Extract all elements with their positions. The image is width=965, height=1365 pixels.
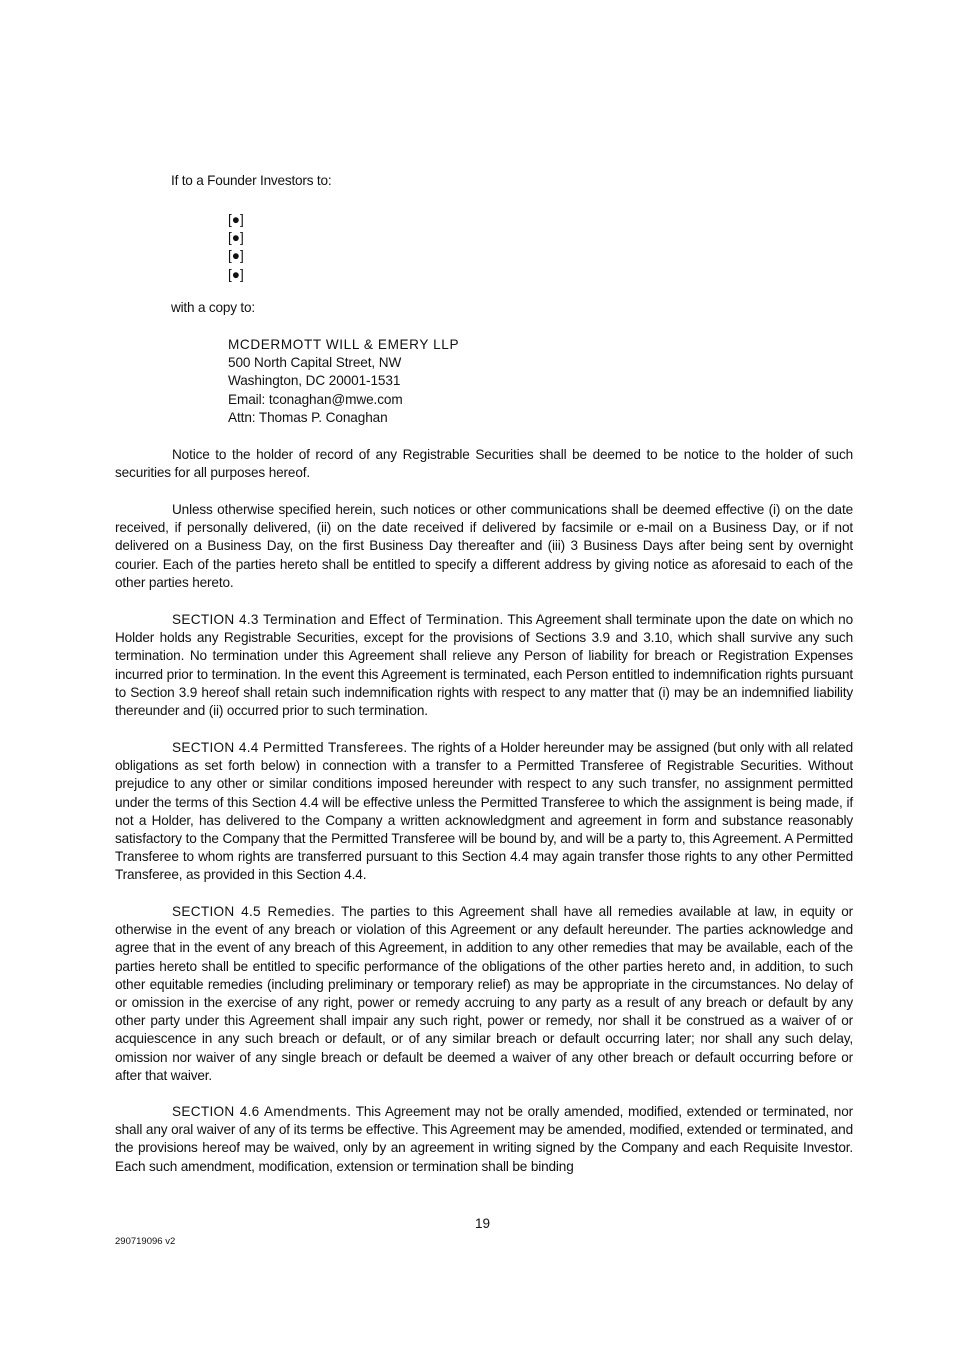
- address-street: 500 North Capital Street, NW: [228, 355, 402, 371]
- section-4-6: [115, 1103, 853, 1176]
- placeholder-line: [●]: [228, 230, 244, 246]
- section-4-5: [115, 903, 853, 1085]
- page-number: 19: [474, 1216, 491, 1231]
- section-heading: SECTION 4.6 Amendments.: [172, 1104, 352, 1119]
- placeholder-line: [●]: [228, 266, 244, 282]
- copy-to-intro: with a copy to:: [171, 300, 255, 315]
- section-body: The parties to this Agreement shall have all remedies available at law, in equity or otherwise in the event of any breach or violation of this Agreement or any default hereunder. The parties acknowledge and agree that in the event of any breach of this Agreement, in addition to any other remedies that may be available, each of the parties hereto shall be entitled to specific performance of the obligations of the other parties hereto and, in addition, to such other equitable remedies (including preliminary or temporary relief) as may be appropriate in the circumstances. No delay of or omission in the exercise of any right, power or remedy accruing to any party as a result of any breach or default by any other party under this Agreement shall impair any such right, power or remedy, nor shall it be construed as a waiver of or acquiescence in any such breach or default, or of any similar breach or default occurring later; nor shall any such delay, omission nor waiver of any single breach or default be deemed a waiver of any other breach or default occurring before or after that waiver.: [115, 904, 853, 1083]
- placeholder-line: [●]: [228, 212, 244, 227]
- address-email: Email: tconaghan@mwe.com: [228, 391, 403, 407]
- section-body: This Agreement shall terminate upon the date on which no Holder holds any Registrable Securities, except for the provisions of Sections 3.9 and 3.10, which shall survive any such termination. No termination under this Agreement shall relieve any Person of liability for breach or Registration Expenses incurred prior to termination. In the event this Agreement is terminated, each Person entitled to indemnification rights pursuant to Section 3.9 hereof shall retain such indemnification rights with respect to any matter that (i) may be an indemnified liability thereunder and (ii) occurred prior to such termination.: [115, 612, 853, 719]
- section-body: The rights of a Holder hereunder may be assigned (but only with all related obligations as set forth below) in connection with a transfer to a Permitted Transferee of Registrable Securities. Without prejudice to any other or similar conditions imposed hereunder with respect to any such transfer, no assignment permitted under the terms of this Section 4.4 will be effective unless the Permitted Transferee to which the assignment is being made, if not a Holder, has delivered to the Company a written acknowledgment and agreement in form and substance reasonably satisfactory to the Company that the Permitted Transferee will be bound by, and will be a party to, this Agreement. A Permitted Transferee to whom rights are transferred pursuant to this Section 4.4 may again transfer those rights to any other Permitted Transferee, as provided in this Section 4.4.: [115, 740, 853, 883]
- section-4-4: [115, 739, 853, 885]
- copy-address-block: [228, 336, 459, 427]
- section-heading: SECTION 4.5 Remedies.: [172, 904, 336, 919]
- address-city: Washington, DC 20001-1531: [228, 373, 401, 389]
- section-heading: SECTION 4.4 Permitted Transferees.: [172, 740, 408, 755]
- holder-notice-paragraph: Notice to the holder of record of any Registrable Securities shall be deemed to be notice to the holder of such securities for all purposes hereof.: [115, 447, 853, 481]
- placeholder-line: [●]: [228, 248, 244, 264]
- effectiveness-paragraph: Unless otherwise specified herein, such notices or other communications shall be deemed effective (i) on the date received, if personally delivered, (ii) on the date received if delivered by facsimile or e-mail on a Business Day, or if not delivered on a Business Day, on the first Business Day thereafter and (iii) 3 Business Days after being sent by overnight courier. Each of the parties hereto shall be entitled to specify a different address by giving notice as aforesaid to each of the other parties hereto.: [115, 502, 853, 590]
- document-id: 290719096 v2: [115, 1236, 176, 1247]
- firm-name: MCDERMOTT WILL & EMERY LLP: [228, 337, 460, 352]
- founder-address-placeholders: [228, 211, 244, 284]
- section-body: This Agreement may not be orally amended, modified, extended or terminated, nor shall any oral waiver of any of its terms be effective. This Agreement may be amended, modified, extended or terminated, and the provisions hereof may be waived, only by an agreement in writing signed by the Company and each Requisite Investor. Each such amendment, modification, extension or termination shall be binding: [115, 1104, 853, 1174]
- section-heading: SECTION 4.3 Termination and Effect of Termination.: [172, 612, 504, 627]
- founder-notice-intro: If to a Founder Investors to:: [171, 173, 332, 188]
- section-4-3: [115, 611, 853, 720]
- address-attention: Attn: Thomas P. Conaghan: [228, 409, 388, 425]
